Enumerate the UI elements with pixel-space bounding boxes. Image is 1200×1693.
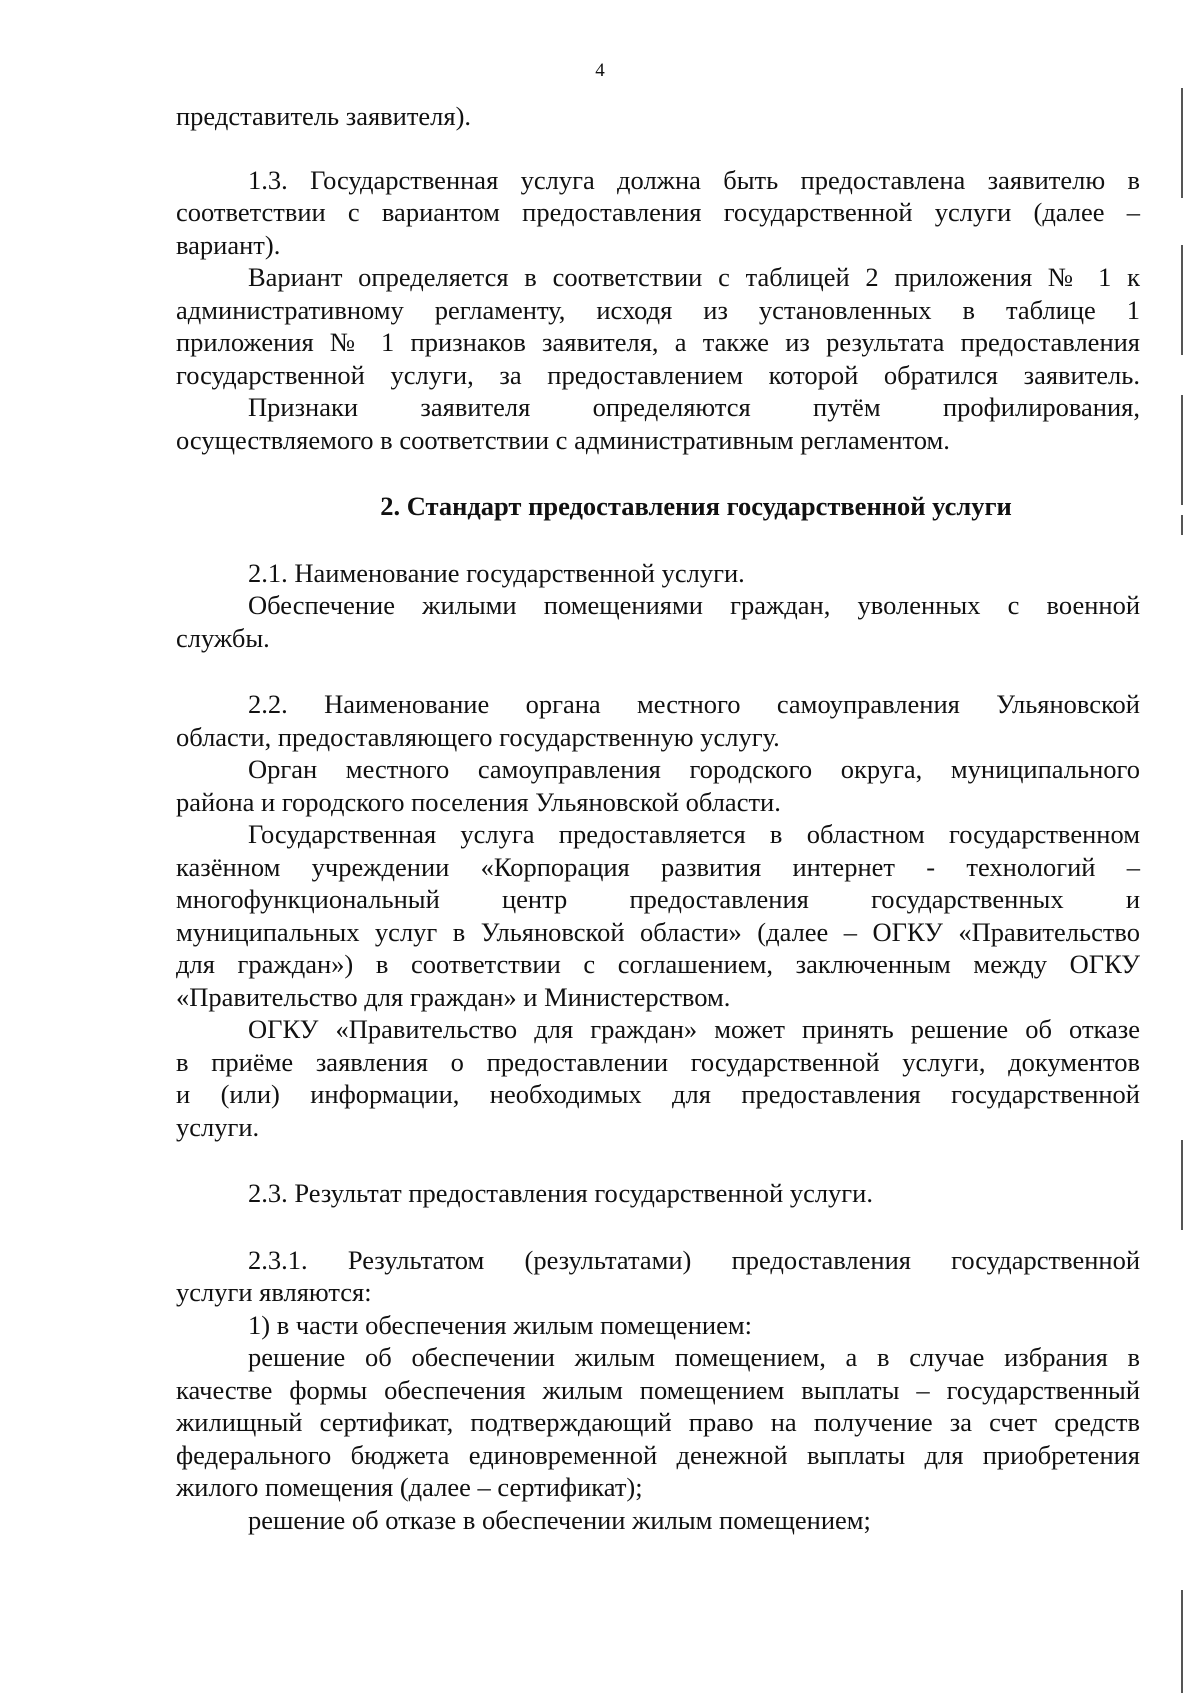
text-line: осуществляемого в соответствии с административным регламентом. xyxy=(176,424,950,455)
text-line: казённом учреждении «Корпорация развития интернет - технологий – xyxy=(176,851,1140,882)
section-heading: 2. Стандарт предоставления государственной услуги xyxy=(380,491,1012,521)
scan-edge-mark xyxy=(1181,1140,1183,1230)
text-line: решение об отказе в обеспечении жилым помещением; xyxy=(248,1504,871,1535)
text-line: многофункциональный центр предоставления государственных и xyxy=(176,884,1140,914)
text-line: ОГКУ «Правительство для граждан» может принять решение об отказе xyxy=(248,1014,1140,1044)
text-line: услуги. xyxy=(176,1111,260,1142)
text-line: для граждан») в соответствии с соглашением, заключенным между ОГКУ xyxy=(176,949,1140,979)
text-line: жилищный сертификат, подтверждающий право на получение за счет средств xyxy=(176,1407,1140,1437)
text-line: жилого помещения (далее – сертификат); xyxy=(176,1472,643,1502)
scan-edge-mark xyxy=(1181,395,1183,505)
text-line: 2.3.1. Результатом (результатами) предоставления государственной xyxy=(248,1244,1140,1275)
text-line: федерального бюджета единовременной денежной выплаты для приобретения xyxy=(176,1439,1140,1470)
document-body xyxy=(176,100,1140,1536)
text-line: муниципальных услуг в Ульяновской области» (далее – ОГКУ «Правительство xyxy=(176,916,1140,947)
text-line: Признаки заявителя определяются путём профилирования, xyxy=(248,392,1140,422)
text-line: службы. xyxy=(176,622,270,653)
text-line: качестве формы обеспечения жилым помещением выплаты – государственный xyxy=(176,1374,1140,1405)
text-line: 1.3. Государственная услуга должна быть предоставлена заявителю в xyxy=(248,164,1140,195)
text-line: Вариант определяется в соответствии с таблицей 2 приложения № 1 к xyxy=(248,262,1140,292)
text-line: представитель заявителя). xyxy=(176,101,472,131)
text-line: административному регламенту, исходя из установленных в таблице 1 xyxy=(176,294,1140,325)
text-line: государственной услуги, за предоставлением которой обратился заявитель. xyxy=(176,359,1140,390)
text-line: и (или) информации, необходимых для предоставления государственной xyxy=(176,1079,1140,1109)
text-line: соответствии с вариантом предоставления государственной услуги (далее – xyxy=(176,197,1140,227)
text-line: района и городского поселения Ульяновской области. xyxy=(176,786,781,817)
scan-edge-mark xyxy=(1181,245,1183,355)
text-line: Обеспечение жилыми помещениями граждан, уволенных с военной xyxy=(248,590,1140,620)
text-line: 1) в части обеспечения жилым помещением: xyxy=(248,1309,752,1340)
text-line: области, предоставляющего государственную услугу. xyxy=(176,721,780,752)
text-line: вариант). xyxy=(176,229,281,260)
scan-edge-mark xyxy=(1181,1590,1183,1693)
scan-edge-mark xyxy=(1181,88,1183,198)
text-line: услуги являются: xyxy=(176,1277,372,1307)
text-line: Государственная услуга предоставляется в областном государственном xyxy=(248,819,1140,849)
text-line: 2.2. Наименование органа местного самоуправления Ульяновской xyxy=(248,689,1140,719)
text-line: «Правительство для граждан» и Министерством. xyxy=(176,981,731,1012)
text-line: 2.1. Наименование государственной услуги. xyxy=(248,557,745,588)
scan-edge-mark xyxy=(1181,515,1183,535)
text-line: Орган местного самоуправления городского округа, муниципального xyxy=(248,754,1140,784)
text-line: решение об обеспечении жилым помещением, а в случае избрания в xyxy=(248,1342,1140,1372)
text-line: в приёме заявления о предоставлении государственной услуги, документов xyxy=(176,1046,1140,1077)
text-line: приложения № 1 признаков заявителя, а также из результата предоставления xyxy=(176,327,1140,357)
text-line: 2.3. Результат предоставления государственной услуги. xyxy=(248,1178,873,1208)
page-number: 4 xyxy=(595,60,605,81)
